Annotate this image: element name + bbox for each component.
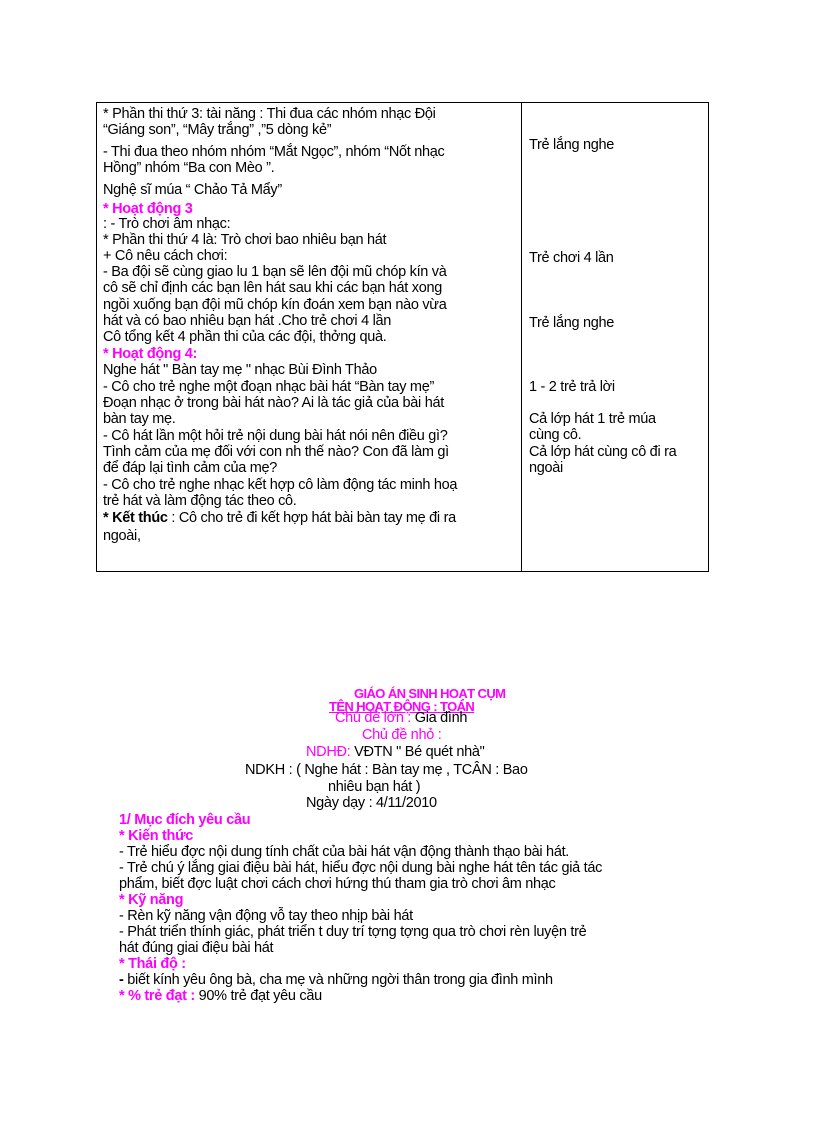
attitude-text: biết kính yêu ông bà, cha mẹ và những ngời thân trong gia đình mình bbox=[127, 972, 553, 988]
table-line: + Cô nêu cách chơi: bbox=[103, 248, 228, 264]
table-line: : - Trò chơi âm nhạc: bbox=[103, 216, 231, 232]
plan-title: GIÁO ÁN SINH HOẠT CỤM bbox=[354, 686, 506, 701]
theme-big-label: Chủ đề lớn : bbox=[335, 710, 415, 726]
objectives-heading: 1/ Mục đích yêu cầu bbox=[119, 812, 251, 828]
response-line: cùng cô. bbox=[529, 427, 582, 443]
ndkh-line-1: NDKH : ( Nghe hát : Bàn tay mẹ , TCÂN : Bao bbox=[245, 762, 528, 778]
table-line: Đoạn nhạc ở trong bài hát nào? Ai là tác giả của bài hát bbox=[103, 395, 444, 411]
ndhd bbox=[306, 744, 485, 760]
table-line: trẻ hát và làm động tác theo cô. bbox=[103, 493, 297, 509]
achievement-line bbox=[119, 988, 322, 1004]
knowledge-line: phẩm, biết đợc luật chơi cách chơi hứng thú tham gia trò chơi âm nhạc bbox=[119, 876, 556, 892]
ket-thuc-text: : Cô cho trẻ đi kết hợp hát bài bàn tay mẹ đi ra bbox=[167, 510, 456, 526]
knowledge-line: - Trẻ hiểu đợc nội dung tính chất của bài hát vận động thành thạo bài hát. bbox=[119, 844, 570, 860]
ndkh-line-2: nhiêu bạn hát ) bbox=[328, 779, 421, 795]
ket-thuc-label: * Kết thúc bbox=[103, 510, 168, 526]
theme-big bbox=[335, 710, 467, 726]
activity-table bbox=[96, 102, 709, 572]
table-line: Nghe hát " Bàn tay mẹ " nhạc Bùi Đình Thảo bbox=[103, 362, 377, 378]
response-line: Trẻ chơi 4 lần bbox=[529, 250, 614, 266]
response-line: Cả lớp hát 1 trẻ múa bbox=[529, 411, 656, 427]
skills-line: hát đúng giai điệu bài hát bbox=[119, 940, 274, 956]
ndhd-value: VĐTN " Bé quét nhà" bbox=[354, 744, 485, 760]
table-line: - Cô cho trẻ nghe nhạc kết hợp cô làm động tác minh hoạ bbox=[103, 477, 458, 493]
response-line: ngoài bbox=[529, 460, 563, 476]
table-line: ngoài, bbox=[103, 528, 141, 544]
table-line: bàn tay mẹ. bbox=[103, 411, 176, 427]
table-line: Cô tổng kết 4 phần thi của các đội, thởng quà. bbox=[103, 329, 387, 345]
table-line: Hồng” nhóm “Ba con Mèo ”. bbox=[103, 160, 275, 176]
response-line: Cả lớp hát cùng cô đi ra bbox=[529, 444, 677, 460]
section-heading: * Hoạt động 4: bbox=[103, 346, 198, 362]
table-line: * Phần thi thứ 3: tài năng : Thi đua các nhóm nhạc Đội bbox=[103, 106, 436, 122]
table-line: để đáp lại tình cảm của mẹ? bbox=[103, 460, 278, 476]
table-line: cô sẽ chỉ định các bạn lên hát sau khi các bạn hát xong bbox=[103, 280, 442, 296]
attitude-dash: - bbox=[119, 972, 128, 988]
section-heading: * Hoạt động 3 bbox=[103, 201, 193, 217]
attitude-label: * Thái độ : bbox=[119, 956, 186, 972]
table-line: - Ba đội sẽ cùng giao lu 1 bạn sẽ lên đội mũ chóp kín và bbox=[103, 264, 447, 280]
table-line: ngồi xuống bạn đội mũ chóp kín đoán xem bạn nào vừa bbox=[103, 297, 447, 313]
table-line: - Thi đua theo nhóm nhóm “Mắt Ngọc”, nhóm “Nốt nhạc bbox=[103, 144, 445, 160]
response-line: 1 - 2 trẻ trả lời bbox=[529, 379, 615, 395]
knowledge-line: - Trẻ chú ý lắng giai điệu bài hát, hiểu đợc nội dung bài nghe hát tên tác giả tác bbox=[119, 860, 603, 876]
knowledge-label: * Kiến thức bbox=[119, 828, 194, 844]
achievement-label: * % trẻ đạt : bbox=[119, 988, 199, 1004]
attitude-line bbox=[119, 972, 553, 988]
ndhd-label: NDHĐ: bbox=[306, 744, 355, 760]
skills-label: * Kỹ năng bbox=[119, 892, 184, 908]
table-divider bbox=[521, 103, 522, 571]
table-line: “Giáng son”, “Mây trắng” ,”5 dòng kẻ” bbox=[103, 122, 332, 138]
achievement-value: 90% trẻ đạt yêu cầu bbox=[198, 988, 322, 1004]
theme-big-value: Gia đình bbox=[414, 710, 468, 726]
ket-thuc-line bbox=[103, 511, 456, 526]
skills-line: - Rèn kỹ năng vận động vỗ tay theo nhịp bài hát bbox=[119, 908, 413, 924]
theme-small: Chủ đề nhỏ : bbox=[362, 727, 442, 743]
response-line: Trẻ lắng nghe bbox=[529, 137, 615, 153]
skills-line: - Phát triển thính giác, phát triển t duy trí tợng tợng qua trò chơi rèn luyện trẻ bbox=[119, 924, 587, 940]
table-line: * Phần thi thứ 4 là: Trò chơi bao nhiêu bạn hát bbox=[103, 232, 387, 248]
table-line: hát và có bao nhiêu bạn hát .Cho trẻ chơi 4 lần bbox=[103, 313, 392, 329]
activity-name: TÊN HOẠT ĐỘNG : TOÁN bbox=[329, 699, 475, 714]
table-line: Nghệ sĩ múa “ Chảo Tả Mẩy” bbox=[103, 182, 282, 198]
table-line: Tình cảm của mẹ đối với con nh thế nào? Con đã làm gì bbox=[103, 444, 449, 460]
table-line: - Cô cho trẻ nghe một đoạn nhạc bài hát “Bàn tay mẹ” bbox=[103, 379, 434, 395]
table-line: - Cô hát lần một hỏi trẻ nội dung bài hát nói nên điều gì? bbox=[103, 428, 448, 444]
response-line: Trẻ lắng nghe bbox=[529, 315, 615, 331]
teaching-date: Ngày dạy : 4/11/2010 bbox=[306, 795, 437, 811]
